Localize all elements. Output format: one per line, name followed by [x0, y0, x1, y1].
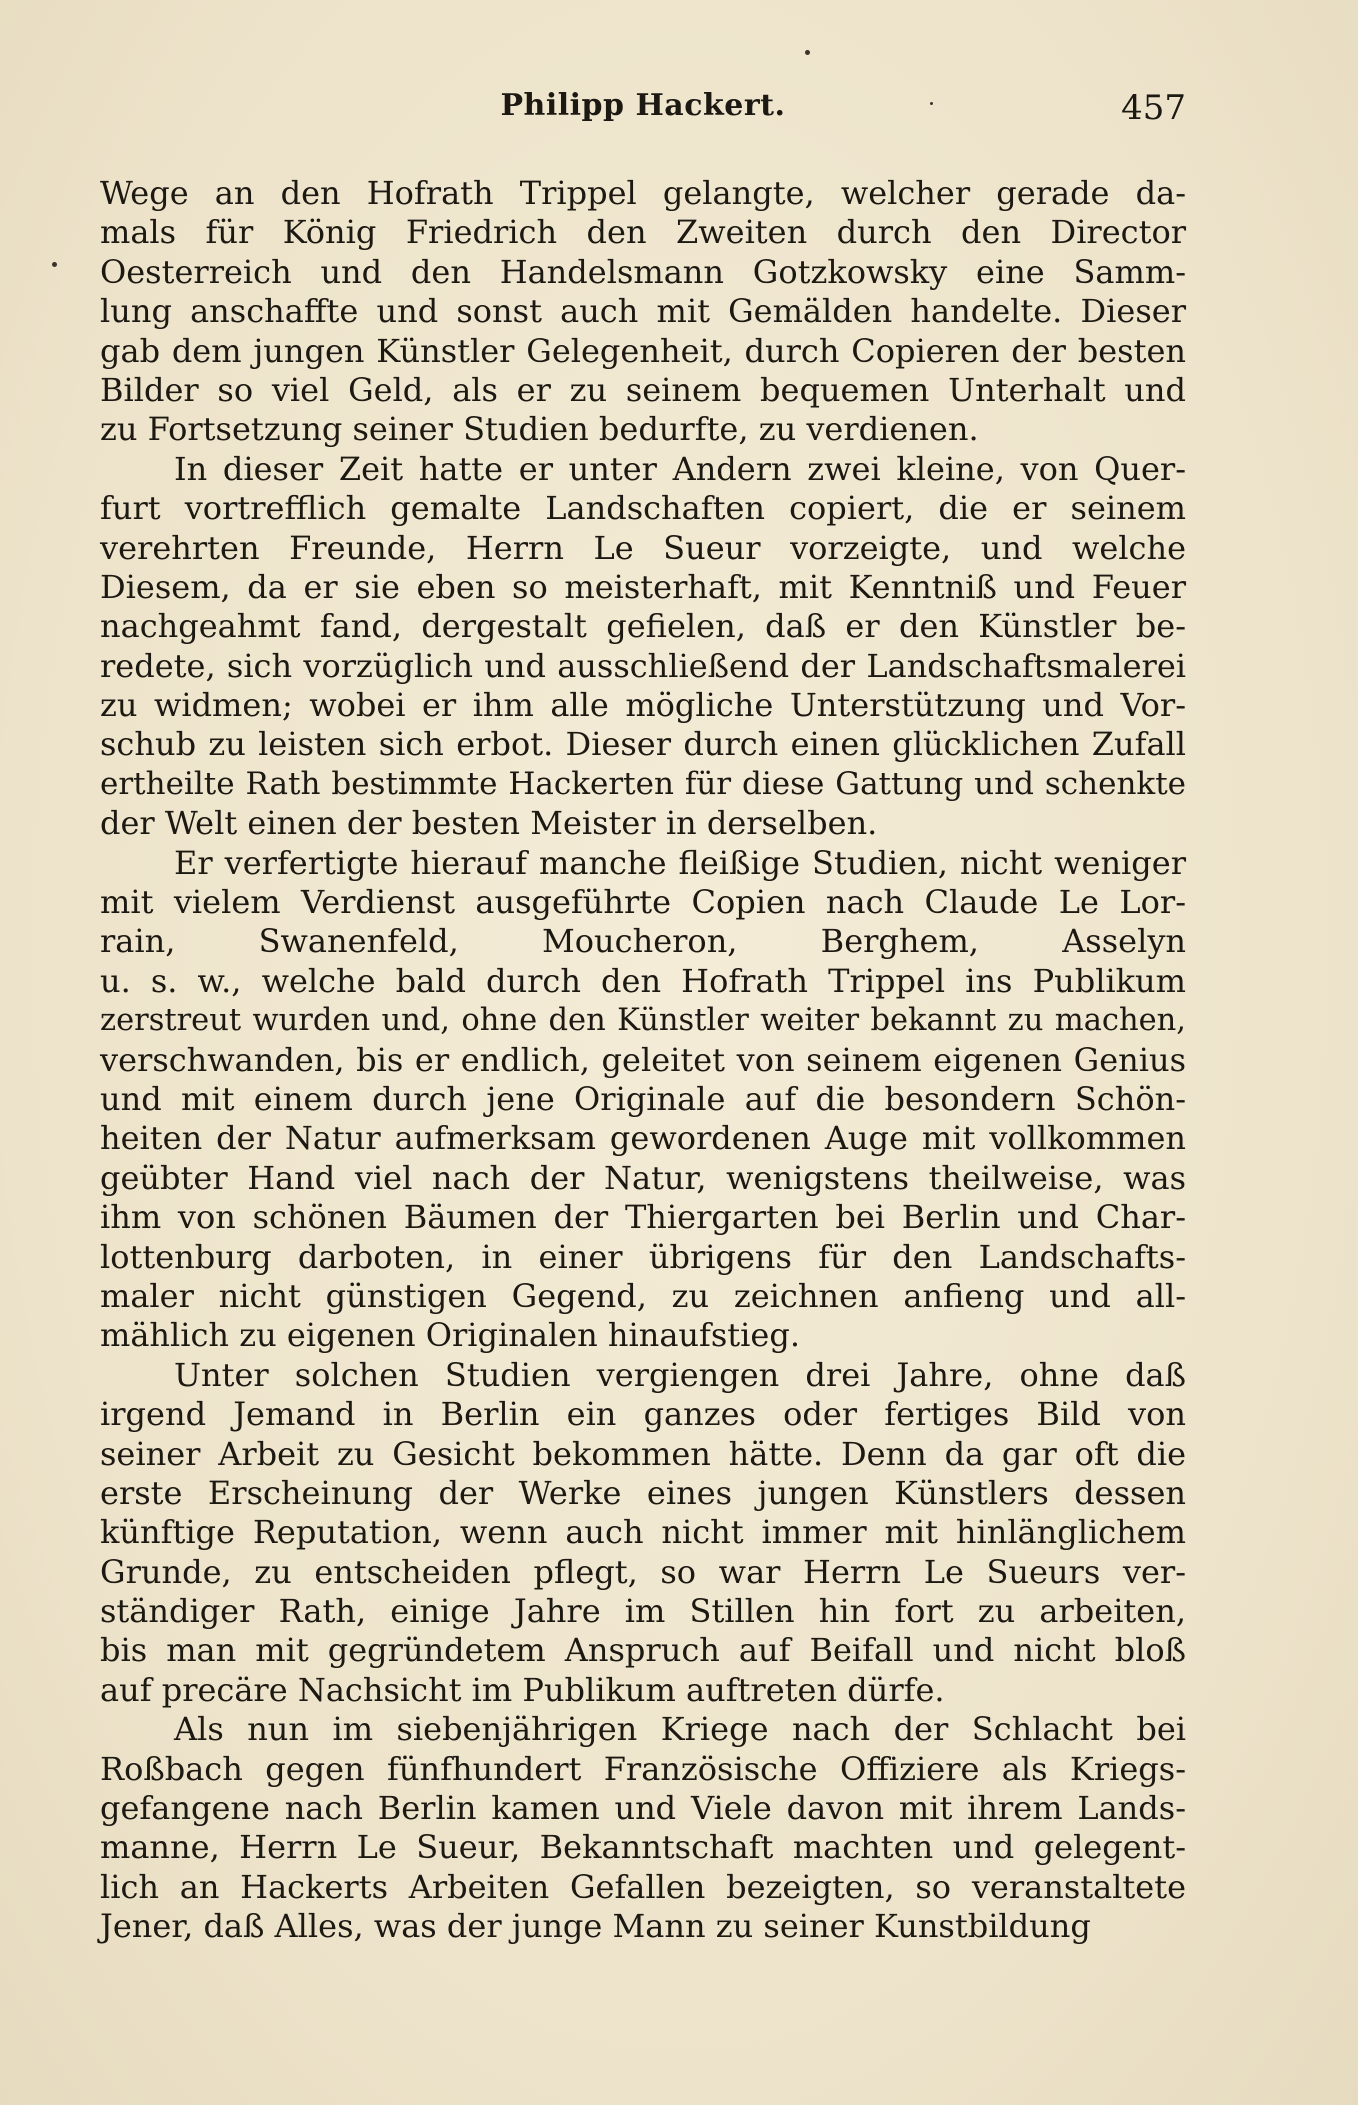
page-number: 457 [1121, 88, 1186, 128]
text-line: gab dem jungen Künstler Gelegenheit, durch Copieren der besten [100, 331, 1186, 370]
paragraph [100, 844, 1186, 1356]
text-line: mals für König Friedrich den Zweiten durch den Director [100, 213, 1186, 252]
text-line: geübter Hand viel nach der Natur, wenigstens theilweise, was [100, 1158, 1186, 1197]
text-line: Unter solchen Studien vergiengen drei Jahre, ohne daß [174, 1355, 1186, 1394]
text-line: Als nun im siebenjährigen Kriege nach der Schlacht bei [174, 1710, 1186, 1749]
text-line: mit vielem Verdienst ausgeführte Copien nach Claude Le Lor- [100, 883, 1186, 922]
text-line: In dieser Zeit hatte er unter Andern zwei kleine, von Quer- [174, 449, 1186, 488]
text-line: der Welt einen der besten Meister in derselben. [100, 804, 878, 843]
text-line: Diesem, da er sie eben so meisterhaft, mit Kenntniß und Feuer [100, 567, 1186, 606]
text-line: lottenburg darboten, in einer übrigens für den Landschafts- [100, 1237, 1186, 1276]
print-speck [52, 262, 57, 267]
text-line: manne, Herrn Le Sueur, Bekanntschaft machten und gelegent- [100, 1828, 1186, 1867]
paragraph [100, 450, 1186, 844]
text-line: Grunde, zu entscheiden pflegt, so war Herrn Le Sueurs ver- [100, 1552, 1186, 1591]
text-line: zu widmen; wobei er ihm alle mögliche Unterstützung und Vor- [100, 686, 1186, 725]
text-line: irgend Jemand in Berlin ein ganzes oder fertiges Bild von [100, 1395, 1186, 1434]
text-line: Bilder so viel Geld, als er zu seinem bequemen Unterhalt und [100, 370, 1186, 409]
text-line: seiner Arbeit zu Gesicht bekommen hätte. Denn da gar oft die [100, 1434, 1186, 1473]
text-line: zu Fortsetzung seiner Studien bedurfte, zu verdienen. [100, 410, 979, 449]
text-line: erste Erscheinung der Werke eines jungen Künstlers dessen [100, 1473, 1186, 1512]
text-line: ständiger Rath, einige Jahre im Stillen hin fort zu arbeiten, [100, 1592, 1186, 1631]
text-line: künftige Reputation, wenn auch nicht immer mit hinlänglichem [100, 1513, 1186, 1552]
text-line: rain, Swanenfeld, Moucheron, Berghem, Asselyn [100, 922, 1186, 961]
text-line: Er verfertigte hierauf manche fleißige Studien, nicht weniger [174, 843, 1186, 882]
text-line: verschwanden, bis er endlich, geleitet von seinem eigenen Genius [100, 1040, 1186, 1079]
text-line: ihm von schönen Bäumen der Thiergarten bei Berlin und Char- [100, 1198, 1186, 1237]
text-line: Oesterreich und den Handelsmann Gotzkowsky eine Samm- [100, 252, 1186, 291]
text-line: und mit einem durch jene Originale auf die besondern Schön- [100, 1079, 1186, 1118]
text-line: zerstreut wurden und, ohne den Künstler weiter bekannt zu machen, [100, 1003, 1186, 1039]
text-line: schub zu leisten sich erbot. Dieser durch einen glücklichen Zufall [100, 725, 1186, 764]
text-line: mählich zu eigenen Originalen hinaufstieg. [100, 1316, 800, 1355]
text-line: lung anschaffte und sonst auch mit Gemälden handelte. Dieser [100, 292, 1186, 331]
text-line: u. s. w., welche bald durch den Hofrath Trippel ins Publikum [100, 961, 1186, 1000]
text-line: nachgeahmt fand, dergestalt gefielen, daß er den Künstler be- [100, 607, 1186, 646]
paragraph [100, 1356, 1186, 1711]
text-line: heiten der Natur aufmerksam gewordenen Auge mit vollkommen [100, 1119, 1186, 1158]
text-line: maler nicht günstigen Gegend, zu zeichnen anfieng und all- [100, 1276, 1186, 1315]
print-speck [805, 50, 810, 55]
text-line: bis man mit gegründetem Anspruch auf Beifall und nicht bloß [100, 1631, 1186, 1670]
text-line: Wege an den Hofrath Trippel gelangte, welcher gerade da- [100, 174, 1186, 212]
page-header [100, 88, 1186, 132]
running-head: Philipp Hackert. [500, 88, 786, 123]
text-line: redete, sich vorzüglich und ausschließend der Landschaftsmalerei [100, 646, 1186, 685]
text-line: furt vortrefflich gemalte Landschaften copiert, die er seinem [100, 489, 1186, 528]
paragraph [100, 174, 1186, 450]
paragraph [100, 1710, 1186, 1946]
text-line: lich an Hackerts Arbeiten Gefallen bezeigten, so veranstaltete [100, 1867, 1186, 1906]
body-text [100, 174, 1186, 1947]
text-line: Roßbach gegen fünfhundert Französische Offiziere als Kriegs- [100, 1749, 1186, 1788]
print-speck [930, 102, 933, 105]
text-line: ertheilte Rath bestimmte Hackerten für diese Gattung und schenkte [100, 765, 1186, 802]
text-line: auf precäre Nachsicht im Publikum auftreten dürfe. [100, 1670, 945, 1709]
text-line: gefangene nach Berlin kamen und Viele davon mit ihrem Lands- [100, 1789, 1186, 1828]
text-line: verehrten Freunde, Herrn Le Sueur vorzeigte, und welche [100, 528, 1186, 567]
text-line: Jener, daß Alles, was der junge Mann zu seiner Kunstbildung [100, 1907, 1091, 1946]
